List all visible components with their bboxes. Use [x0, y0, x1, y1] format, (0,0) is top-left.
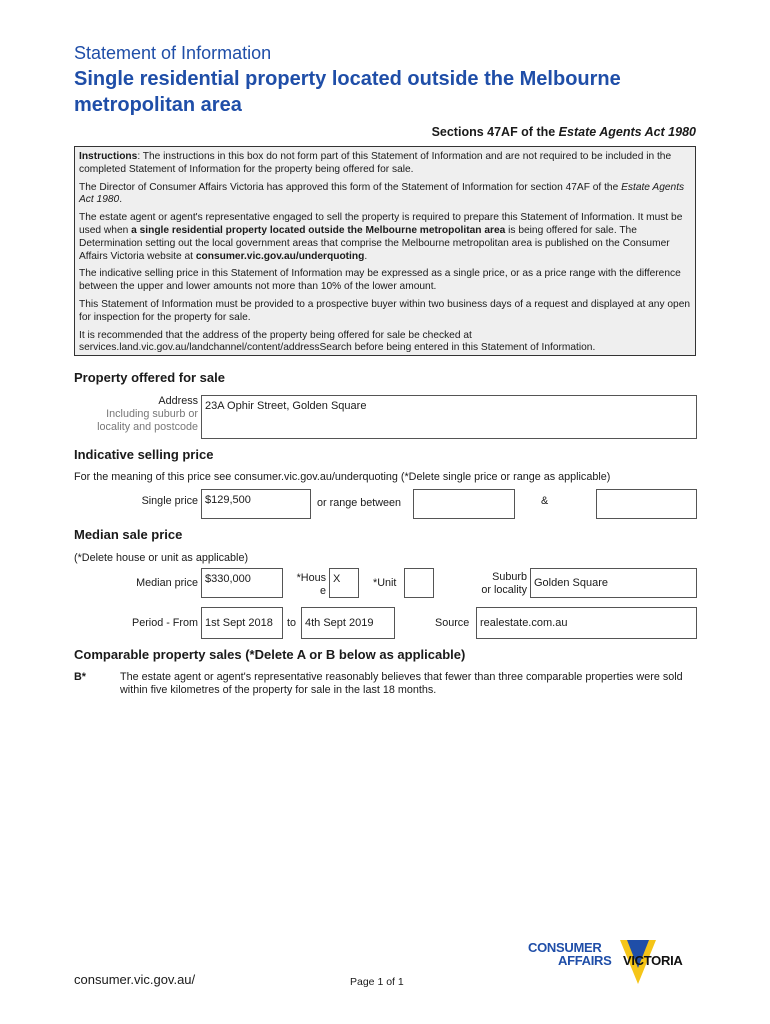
option-b-label: B*: [74, 671, 86, 683]
form-kicker: Statement of Information: [74, 43, 272, 63]
instructions-box: [74, 146, 696, 356]
period-to-field[interactable]: 4th Sept 2019: [301, 607, 395, 639]
instructions-p5: This Statement of Information must be provided to a prospective buyer within two business days of a request and displayed at any open for inspection for the property for sale.: [79, 298, 691, 323]
unit-label: *Unit: [373, 577, 397, 589]
median-heading: Median sale price: [74, 527, 183, 542]
instructions-p3-a: The estate agent or agent's representative engaged to sell the property is required to prepare this Statement of Information. It must be used when: [79, 212, 683, 236]
instructions-label: Instructions: [79, 151, 138, 162]
sections-prefix: Sections 47AF of the: [431, 125, 559, 139]
instructions-p2-text: The Director of Consumer Affairs Victoria has approved this form of the Statement of Information for section 47AF of the: [79, 181, 622, 193]
logo-line3: VICTORIA: [623, 953, 683, 968]
instructions-p3-b: is being offered for sale. The Determination setting out the local government areas that comprise the Melbourne metropolitan area is published on the Consumer Affairs Victoria website at: [79, 224, 670, 262]
address-field[interactable]: 23A Ophir Street, Golden Square: [201, 395, 697, 439]
instructions-p3: [79, 212, 691, 263]
instructions-p6: It is recommended that the address of the property being offered for sale be checked at services.land.vic.gov.au/landchannel/content/addressSearch before being entered in this Statement of Information.: [79, 329, 596, 354]
house-checkbox[interactable]: X: [329, 568, 359, 598]
suburb-field[interactable]: Golden Square: [530, 568, 697, 598]
page-number: Page 1 of 1: [350, 976, 404, 988]
single-price-field[interactable]: $129,500: [201, 489, 311, 519]
address-label: [74, 395, 198, 434]
footer-site: consumer.vic.gov.au/: [74, 972, 196, 987]
median-note: (*Delete house or unit as applicable): [74, 552, 249, 564]
address-label-line1: Address: [158, 395, 198, 407]
logo-line1: CONSUMER: [528, 940, 602, 955]
range-ampersand: &: [541, 495, 549, 507]
consumer-affairs-victoria-logo: [528, 938, 708, 988]
period-from-field[interactable]: 1st Sept 2018: [201, 607, 283, 639]
suburb-label: [450, 571, 527, 597]
range-label: or range between: [317, 497, 402, 509]
option-b-text: The estate agent or agent's representative reasonably believes that fewer than three comparable properties were sold within five kilometres of the property for sale in the last 18 months.: [120, 671, 683, 696]
instructions-p2-end: .: [119, 194, 123, 206]
median-price-label: Median price: [136, 577, 198, 589]
instructions-p2-act: Estate Agents Act 1980: [79, 181, 685, 206]
instructions-p2: [79, 182, 691, 208]
instructions-p4: The indicative selling price in this Statement of Information may be expressed as a single price, or as a price range with the difference between the upper and lower amounts not more than 10% of the lower amount.: [79, 268, 681, 293]
comparable-heading: Comparable property sales (*Delete A or B below as applicable): [74, 647, 466, 662]
sections-reference: [432, 125, 696, 139]
period-to-label: to: [287, 617, 297, 629]
single-price-label: Single price: [141, 495, 198, 507]
house-label: [284, 572, 326, 598]
house-label-line2: e: [319, 585, 326, 597]
address-label-line2: Including suburb or: [106, 408, 198, 420]
page-title: Single residential property located outside the Melbourne metropolitan area: [74, 68, 621, 116]
sections-act: Estate Agents Act 1980: [558, 125, 696, 139]
underquoting-link[interactable]: consumer.vic.gov.au/underquoting: [195, 250, 365, 262]
range-high-field[interactable]: [596, 489, 697, 519]
house-label-line1: *Hous: [296, 572, 326, 584]
instructions-p1: [79, 151, 691, 177]
property-heading: Property offered for sale: [74, 370, 225, 385]
address-label-line3: locality and postcode: [97, 421, 198, 433]
median-price-field[interactable]: $330,000: [201, 568, 283, 598]
instructions-p3-bold: a single residential property located outside the Melbourne metropolitan area: [131, 224, 506, 236]
instructions-p3-end: .: [364, 250, 368, 262]
suburb-label-line1: Suburb: [492, 571, 527, 583]
price-heading: Indicative selling price: [74, 447, 214, 462]
price-note: For the meaning of this price see consumer.vic.gov.au/underquoting (*Delete single price or range as applicable): [74, 471, 611, 483]
source-label: Source: [435, 617, 470, 629]
unit-checkbox[interactable]: [404, 568, 434, 598]
logo-line2: AFFAIRS: [558, 953, 612, 968]
range-low-field[interactable]: [413, 489, 515, 519]
suburb-label-line2: or locality: [481, 584, 527, 596]
source-field[interactable]: realestate.com.au: [476, 607, 697, 639]
instructions-p1-text: : The instructions in this box do not form part of this Statement of Information and are not required to be included in the completed Statement of Information for the property being offered for sale.: [79, 151, 672, 175]
period-label: Period - From: [132, 617, 198, 629]
